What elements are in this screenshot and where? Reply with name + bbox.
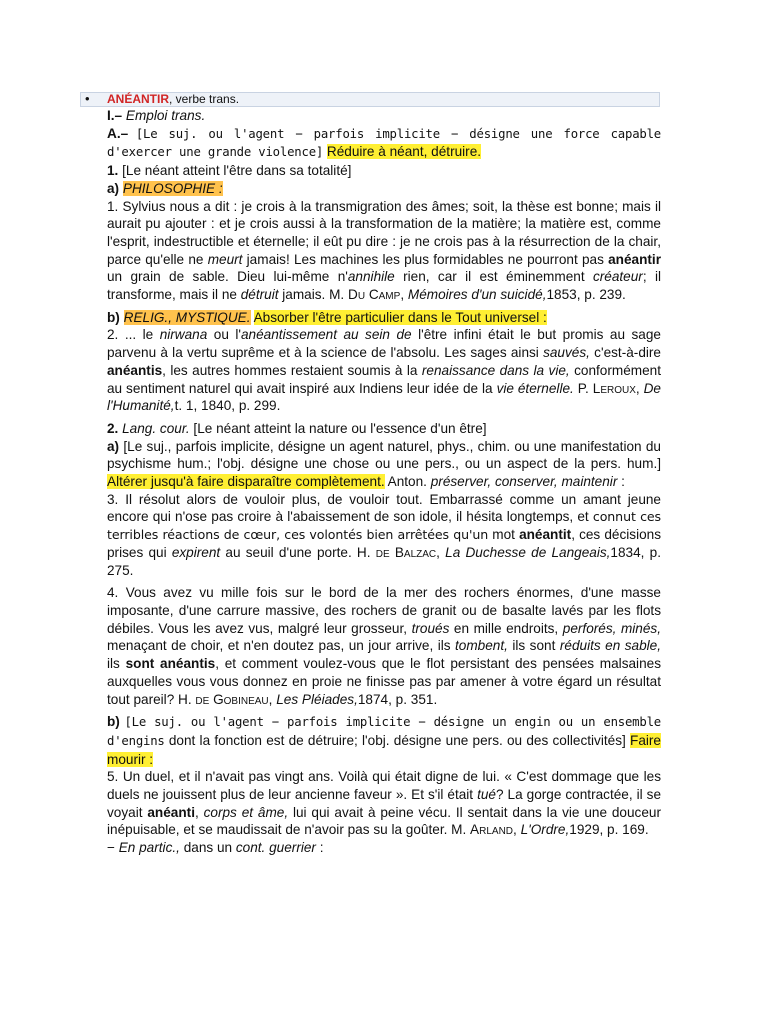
citation-title: Les Pléiades, xyxy=(276,691,358,707)
section-i-number: I.– xyxy=(107,108,123,123)
section-a xyxy=(107,125,661,162)
keyword: anéantir xyxy=(608,251,661,267)
headword[interactable]: ANÉANTIR xyxy=(107,92,169,106)
citation-title: Mémoires d'un suicidé, xyxy=(407,287,547,303)
sense-1b-letter: b) xyxy=(107,309,120,325)
sense-2a-gloss: [Le suj., parfois implicite, désigne un agent naturel, phys., chim. ou une manifestation du psychisme hum.; l'obj. désigne une chose ou une pers., ou un aspect de la pers. hum.] xyxy=(107,438,661,472)
sense-1a-letter: a) xyxy=(107,180,120,196)
sense-2-gloss: [Le néant atteint la nature ou l'essence d'un être] xyxy=(189,420,487,436)
antonyms: préserver, conserver, maintenir xyxy=(430,474,618,490)
section-a-number: A.– xyxy=(107,125,129,141)
bullet-icon: • xyxy=(85,91,90,106)
sense-2b: b) [Le suj. ou l'agent − parfois implicite − désigne un engin ou un ensemble d'engins dont la fonction est de détruire; l'obj. désigne une pers. ou des collectivités] Faire mourir : xyxy=(107,714,661,767)
section-a-gloss: [Le suj. ou l'agent − parfois implicite − désigne une force capable d'exercer une grande violence] xyxy=(107,126,662,160)
keyword: anéanti xyxy=(147,804,195,820)
example-5: 5. Un duel, et il n'avait pas vingt ans. Voilà qui était digne de lui. « C'est dommage que les duels ne jouissent plus de leur ancienne faveur ». Et s'il était tué? La gorge contractée, il se voyait anéanti, corps et âme, lui qui avait à peine vécu. Il sentait dans la vie une douceur inépuisable, et se maudissait de n'avoir pas su la goûter. M. Arland, L'Ordre,1929, p. 169. xyxy=(107,769,661,838)
sense-1-number: 1. xyxy=(107,163,119,179)
citation-author: Du Camp xyxy=(348,287,401,303)
sense-2-register: Lang. cour. xyxy=(122,420,190,436)
sense-1b-definition: Absorber l'être particulier dans le Tout universel : xyxy=(253,309,547,325)
example-2: 2. ... le nirwana ou l'anéantissement au sein de l'être infini était le but promis au sage parvenu à la vertu suprême et à la science de l'absolu. Les sages ainsi sauvés, c'est-à-dire anéantis, les autres hommes restaient soumis à la renaissance dans la vie, conformément au sentiment naturel qui avait inspiré aux Indiens leur idée de la vie éternelle. P. Leroux, De l'Humanité,t. 1, 1840, p. 299. xyxy=(107,327,661,414)
sense-2-number: 2. xyxy=(107,420,119,436)
example-1: 1. Sylvius nous a dit : je crois à la transmigration des âmes; soit, la thèse est bonne; mais il aurait pu ajouter : et je crois aussi à la transformation de la matière; la matière est, comme l'esprit, indestructible et éternelle; il eût pu dire : je ne crois pas à la résurrection de la chair, parce qu'elle ne meurt jamais! Les machines les plus formidables ne pourront pas anéantir un grain de sable. Dieu lui-même n'annihile rien, car il est éminemment créateur; il transforme, mais il ne détruit jamais. M. Du Camp, Mémoires d'un suicidé,1853, p. 239. xyxy=(107,198,661,303)
section-i xyxy=(107,107,661,125)
keyword: anéantis xyxy=(107,362,163,378)
keyword: sont anéantis xyxy=(125,656,216,672)
sense-1 xyxy=(107,162,661,180)
subsense-en-partic: − En partic., dans un cont. guerrier : xyxy=(107,840,324,856)
section-a-definition: Réduire à néant, détruire. xyxy=(326,144,482,160)
citation-title: La Duchesse de Langeais, xyxy=(445,544,611,560)
example-3: 3. Il résolut alors de vouloir plus, de vouloir tout. Embarrassé comme un amant jeune encore qui n'ose pas croire à l'abaissement de son idole, il hésita longtemps, et connut ces terribles réactions de cœur, ces volontés bien arrêtées qu'un mot anéantit, ces décisions prises qui expirent au seuil d'une porte. H. de Balzac, La Duchesse de Langeais,1834, p. 275. xyxy=(107,491,662,578)
entry-body xyxy=(107,107,661,857)
section-i-label: Emploi trans. xyxy=(125,108,206,123)
sense-2a-definition: Altérer jusqu'à faire disparaître complètement. xyxy=(107,474,385,490)
domain-label-philosophie: PHILOSOPHIE : xyxy=(122,180,223,196)
citation-title: De l'Humanité, xyxy=(107,380,661,414)
part-of-speech: , verbe trans. xyxy=(169,92,240,106)
sense-1a xyxy=(107,180,661,198)
sense-2 xyxy=(107,420,661,438)
citation-author: de Balzac xyxy=(375,544,437,560)
example-4: 4. Vous avez vu mille fois sur le bord de la mer des rochers énormes, d'une masse imposante, d'une carrure massive, des rochers de granit ou de basalte lavés par les flots débiles. Vous les avez vus, malgré leur grosseur, troués en mille endroits, perforés, minés, menaçant de choir, et n'en doutez pas, un jour arrive, ils tombent, ils sont réduits en sable, ils sont anéantis, et comment voulez-vous que le flot persistant des pensées malsaines auxquelles vous vous donnez en proie ne finisse pas par amener à votre égard un résultat tout pareil? H. de Gobineau, Les Pléiades,1874, p. 351. xyxy=(107,585,661,707)
entry-header xyxy=(107,93,239,106)
citation-author: de Gobineau xyxy=(195,691,269,707)
sense-2a-letter: a) xyxy=(107,438,120,454)
citation-author: Leroux xyxy=(592,380,636,396)
citation-title: L'Ordre, xyxy=(520,822,570,838)
sense-2a: a) [Le suj., parfois implicite, désigne un agent naturel, phys., chim. ou une manifestation du psychisme hum.; l'obj. désigne une chose ou une pers., ou un aspect de la pers. hum.] Altérer jusqu'à faire disparaître complètement. Anton. préserver, conserver, maintenir : xyxy=(107,438,661,490)
sense-2b-gloss: [Le suj. ou l'agent − parfois implicite − désigne un engin ou un ensemble d'engins xyxy=(107,715,661,748)
domain-label-relig: RELIG., MYSTIQUE. xyxy=(123,309,251,325)
sense-2b-letter: b) xyxy=(107,714,120,730)
sense-1-gloss: [Le néant atteint l'être dans sa totalité] xyxy=(122,163,352,179)
citation-author: Arland xyxy=(470,822,514,838)
sense-1b xyxy=(107,309,661,327)
sense-2b-definition: Faire mourir : xyxy=(107,732,661,767)
keyword: anéantit xyxy=(519,527,572,543)
